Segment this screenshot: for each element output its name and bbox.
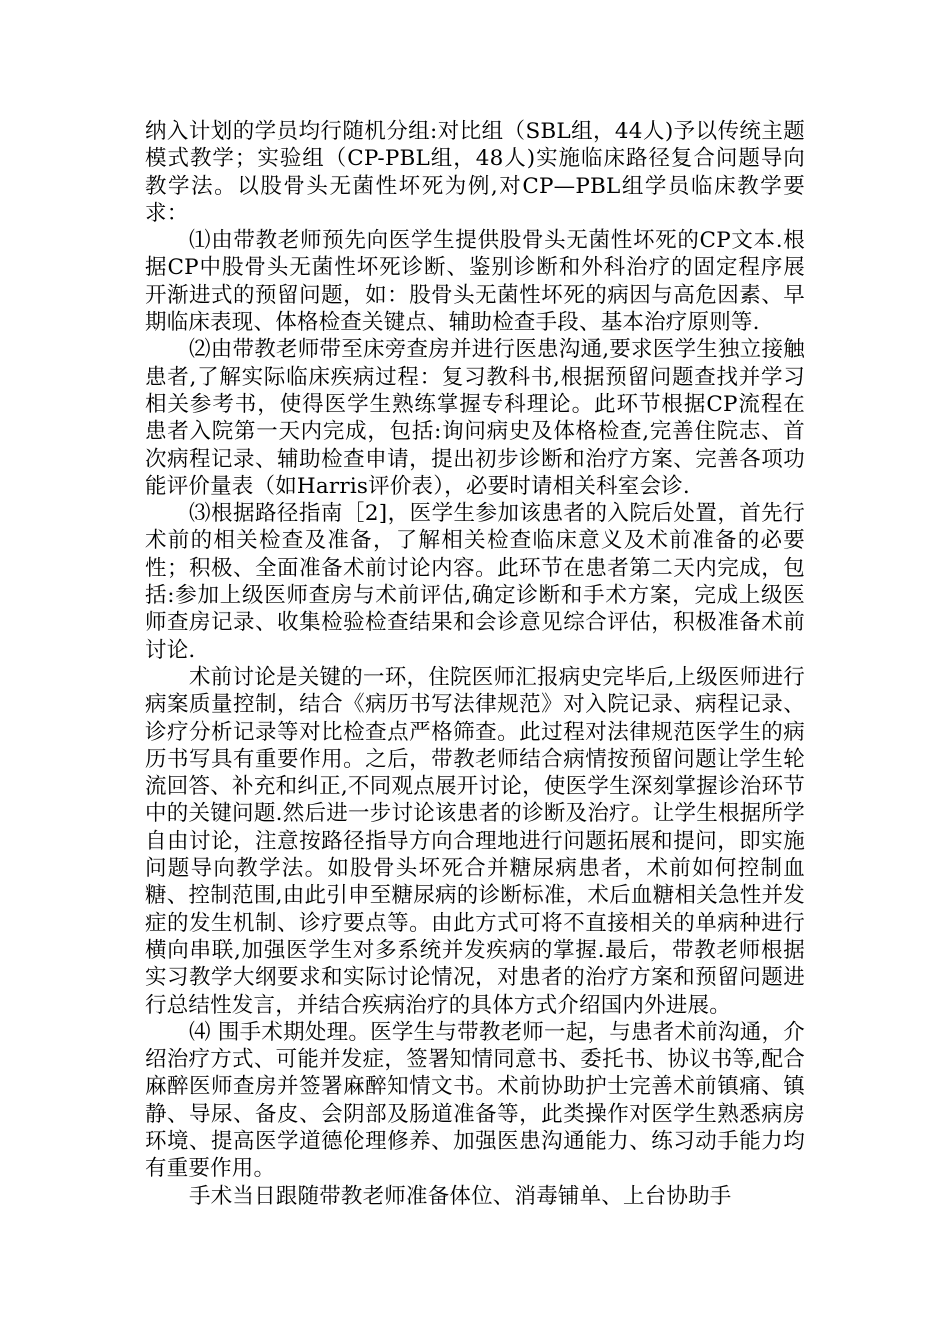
paragraph-surgery-day: 手术当日跟随带教老师准备体位、消毒铺单、上台协助手	[189, 1183, 732, 1209]
paragraph-step-4: ⑷ 围手术期处理。医学生与带教老师一起，与患者术前沟通，介绍治疗方式、可能并发症，签署知情同意书、委托书、协议书等,配合麻醉医师查房并签署麻醉知情文书。术前协助护士完善术前镇痛、镇静、导尿、备皮、会阴部及肠道准备等，此类操作对医学生熟悉病房环境、提高医学道德伦理修养、加强医患沟通能力、练习动手能力均有重要作用。	[145, 1019, 805, 1182]
paragraph-discussion: 术前讨论是关键的一环，住院医师汇报病史完毕后,上级医师进行病案质量控制，结合《病历书写法律规范》对入院记录、病程记录、诊疗分析记录等对比检查点严格筛查。此过程对法律规范医学生的病历书写具有重要作用。之后，带教老师结合病情按预留问题让学生轮流回答、补充和纠正,不同观点展开讨论，使医学生深刻掌握诊治环节中的关键问题.然后进一步讨论该患者的诊断及治疗。让学生根据所学自由讨论，注意按路径指导方向合理地进行问题拓展和提问，即实施问题导向教学法。如股骨头坏死合并糖尿病患者，术前如何控制血糖、控制范围,由此引申至糖尿病的诊断标准，术后血糖相关急性并发症的发生机制、诊疗要点等。由此方式可将不直接相关的单病种进行横向串联,加强医学生对多系统并发疾病的掌握.最后，带教老师根据实习教学大纲要求和实际讨论情况，对患者的治疗方案和预留问题进行总结性发言，并结合疾病治疗的具体方式介绍国内外进展。	[145, 664, 805, 1018]
paragraph-intro: 纳入计划的学员均行随机分组:对比组（SBL组，44人)予以传统主题模式教学；实验组（CP-PBL组，48人)实施临床路径复合问题导向教学法。以股骨头无菌性坏死为例,对CP—PBL组学员临床教学要求：	[145, 119, 805, 226]
paragraph-step-3: ⑶根据路径指南［2]，医学生参加该患者的入院后处置，首先行术前的相关检查及准备，了解相关检查临床意义及术前准备的必要性；积极、全面准备术前讨论内容。此环节在患者第二天内完成，包括:参加上级医师查房与术前评估,确定诊断和手术方案，完成上级医师查房记录、收集检验检查结果和会诊意见综合评估，积极准备术前讨论.	[145, 501, 805, 663]
body-text	[145, 118, 805, 1210]
paragraph-step-2: ⑵由带教老师带至床旁查房并进行医患沟通,要求医学生独立接触患者,了解实际临床疾病过程：复习教科书,根据预留问题查找并学习相关参考书，使得医学生熟练掌握专科理论。此环节根据CP流程在患者入院第一天内完成，包括:询问病史及体格检查,完善住院志、首次病程记录、辅助检查申请，提出初步诊断和治疗方案、完善各项功能评价量表（如Harris评价表），必要时请相关科室会诊.	[145, 337, 805, 499]
paragraph-step-1: ⑴由带教老师预先向医学生提供股骨头无菌性坏死的CP文本.根据CP中股骨头无菌性坏死诊断、鉴别诊断和外科治疗的固定程序展开渐进式的预留问题，如：股骨头无菌性坏死的病因与高危因素、早期临床表现、体格检查关键点、辅助检查手段、基本治疗原则等.	[145, 228, 805, 336]
